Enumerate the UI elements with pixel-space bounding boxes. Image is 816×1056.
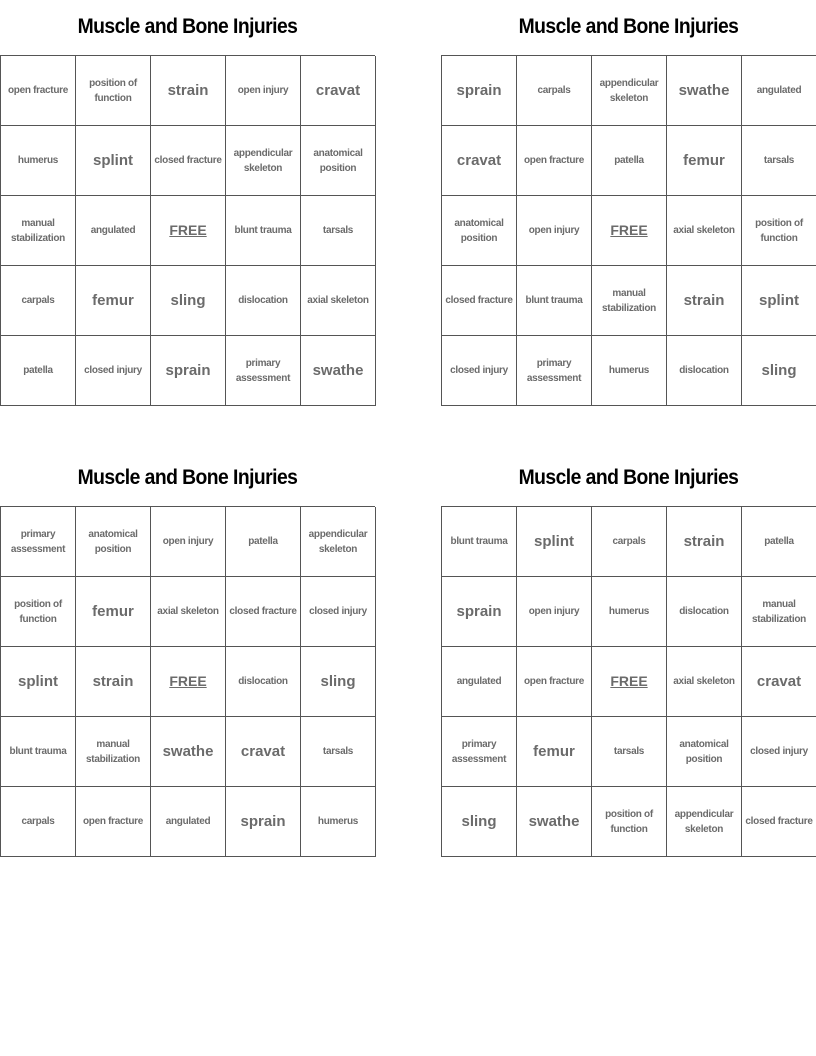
bingo-cell: closed injury <box>301 577 376 647</box>
bingo-cell: position of function <box>592 787 667 857</box>
bingo-cell: splint <box>742 266 816 336</box>
bingo-cell: swathe <box>151 717 226 787</box>
bingo-cell: sling <box>742 336 816 406</box>
bingo-cell: sprain <box>151 336 226 406</box>
bingo-cell: tarsals <box>592 717 667 787</box>
bingo-cell: cravat <box>442 126 517 196</box>
bingo-cell: position of function <box>1 577 76 647</box>
bingo-cell: axial skeleton <box>301 266 376 336</box>
bingo-cell: strain <box>667 266 742 336</box>
bingo-cell: primary assessment <box>226 336 301 406</box>
bingo-cell: patella <box>226 507 301 577</box>
bingo-cell: open injury <box>517 196 592 266</box>
bingo-card-4 <box>441 451 816 857</box>
bingo-cell: angulated <box>76 196 151 266</box>
bingo-cell: swathe <box>667 56 742 126</box>
bingo-cell: closed fracture <box>442 266 517 336</box>
bingo-cell: strain <box>667 507 742 577</box>
bingo-cell: patella <box>742 507 816 577</box>
bingo-cell: patella <box>592 126 667 196</box>
bingo-cell: splint <box>76 126 151 196</box>
bingo-cell: primary assessment <box>1 507 76 577</box>
bingo-cell: dislocation <box>667 336 742 406</box>
bingo-cell: closed injury <box>742 717 816 787</box>
bingo-cell: anatomical position <box>301 126 376 196</box>
bingo-cell: swathe <box>301 336 376 406</box>
card-title: Muscle and Bone Injuries <box>77 466 298 489</box>
bingo-cell: sprain <box>442 577 517 647</box>
bingo-grid <box>0 55 375 406</box>
bingo-cell: manual stabilization <box>742 577 816 647</box>
bingo-cell: position of function <box>76 56 151 126</box>
bingo-cell: closed fracture <box>742 787 816 857</box>
bingo-cell: tarsals <box>301 717 376 787</box>
bingo-cell: position of function <box>742 196 816 266</box>
bingo-card-2 <box>441 0 816 406</box>
bingo-cell: appendicular skeleton <box>592 56 667 126</box>
bingo-grid <box>441 55 816 406</box>
bingo-cell: open fracture <box>1 56 76 126</box>
bingo-cell: appendicular skeleton <box>226 126 301 196</box>
bingo-cell: dislocation <box>226 647 301 717</box>
bingo-cell: open injury <box>226 56 301 126</box>
free-space: FREE <box>151 647 226 717</box>
bingo-cell: dislocation <box>667 577 742 647</box>
bingo-cell: femur <box>76 577 151 647</box>
bingo-cell: anatomical position <box>667 717 742 787</box>
bingo-cell: carpals <box>592 507 667 577</box>
bingo-cell: carpals <box>517 56 592 126</box>
bingo-cell: carpals <box>1 266 76 336</box>
bingo-cell: appendicular skeleton <box>301 507 376 577</box>
bingo-cell: sprain <box>442 56 517 126</box>
bingo-cell: closed fracture <box>226 577 301 647</box>
bingo-card-1 <box>0 0 375 406</box>
bingo-cell: angulated <box>151 787 226 857</box>
bingo-grid <box>441 506 816 857</box>
bingo-cell: sling <box>151 266 226 336</box>
bingo-cell: axial skeleton <box>667 196 742 266</box>
bingo-card-3 <box>0 451 375 857</box>
bingo-cell: closed injury <box>76 336 151 406</box>
card-title: Muscle and Bone Injuries <box>77 15 298 38</box>
bingo-grid <box>0 506 375 857</box>
bingo-cell: cravat <box>742 647 816 717</box>
bingo-cell: cravat <box>226 717 301 787</box>
bingo-cell: dislocation <box>226 266 301 336</box>
bingo-cell: swathe <box>517 787 592 857</box>
bingo-cell: blunt trauma <box>1 717 76 787</box>
bingo-cell: humerus <box>592 577 667 647</box>
bingo-cell: patella <box>1 336 76 406</box>
bingo-cell: blunt trauma <box>517 266 592 336</box>
card-title: Muscle and Bone Injuries <box>518 466 739 489</box>
bingo-cell: femur <box>517 717 592 787</box>
bingo-cell: carpals <box>1 787 76 857</box>
bingo-cell: femur <box>76 266 151 336</box>
bingo-cell: blunt trauma <box>442 507 517 577</box>
bingo-cell: blunt trauma <box>226 196 301 266</box>
bingo-cell: humerus <box>592 336 667 406</box>
free-space: FREE <box>592 647 667 717</box>
free-space: FREE <box>592 196 667 266</box>
bingo-cell: manual stabilization <box>76 717 151 787</box>
bingo-cell: open injury <box>151 507 226 577</box>
bingo-cell: open fracture <box>517 647 592 717</box>
free-space: FREE <box>151 196 226 266</box>
bingo-cell: splint <box>1 647 76 717</box>
bingo-cell: axial skeleton <box>667 647 742 717</box>
bingo-cell: tarsals <box>742 126 816 196</box>
bingo-cell: manual stabilization <box>1 196 76 266</box>
card-title: Muscle and Bone Injuries <box>518 15 739 38</box>
bingo-cell: sling <box>442 787 517 857</box>
bingo-cell: strain <box>76 647 151 717</box>
bingo-cell: splint <box>517 507 592 577</box>
bingo-cell: cravat <box>301 56 376 126</box>
bingo-cell: angulated <box>442 647 517 717</box>
bingo-cell: tarsals <box>301 196 376 266</box>
bingo-cell: humerus <box>1 126 76 196</box>
bingo-cell: primary assessment <box>517 336 592 406</box>
bingo-cell: manual stabilization <box>592 266 667 336</box>
bingo-cell: open fracture <box>517 126 592 196</box>
bingo-cell: strain <box>151 56 226 126</box>
bingo-cell: closed fracture <box>151 126 226 196</box>
bingo-cell: anatomical position <box>442 196 517 266</box>
bingo-cell: axial skeleton <box>151 577 226 647</box>
bingo-cell: appendicular skeleton <box>667 787 742 857</box>
bingo-cell: humerus <box>301 787 376 857</box>
bingo-cell: open injury <box>517 577 592 647</box>
bingo-cell: open fracture <box>76 787 151 857</box>
bingo-cell: anatomical position <box>76 507 151 577</box>
bingo-cell: sprain <box>226 787 301 857</box>
bingo-cell: closed injury <box>442 336 517 406</box>
bingo-cell: angulated <box>742 56 816 126</box>
bingo-cell: femur <box>667 126 742 196</box>
bingo-cell: primary assessment <box>442 717 517 787</box>
bingo-cell: sling <box>301 647 376 717</box>
